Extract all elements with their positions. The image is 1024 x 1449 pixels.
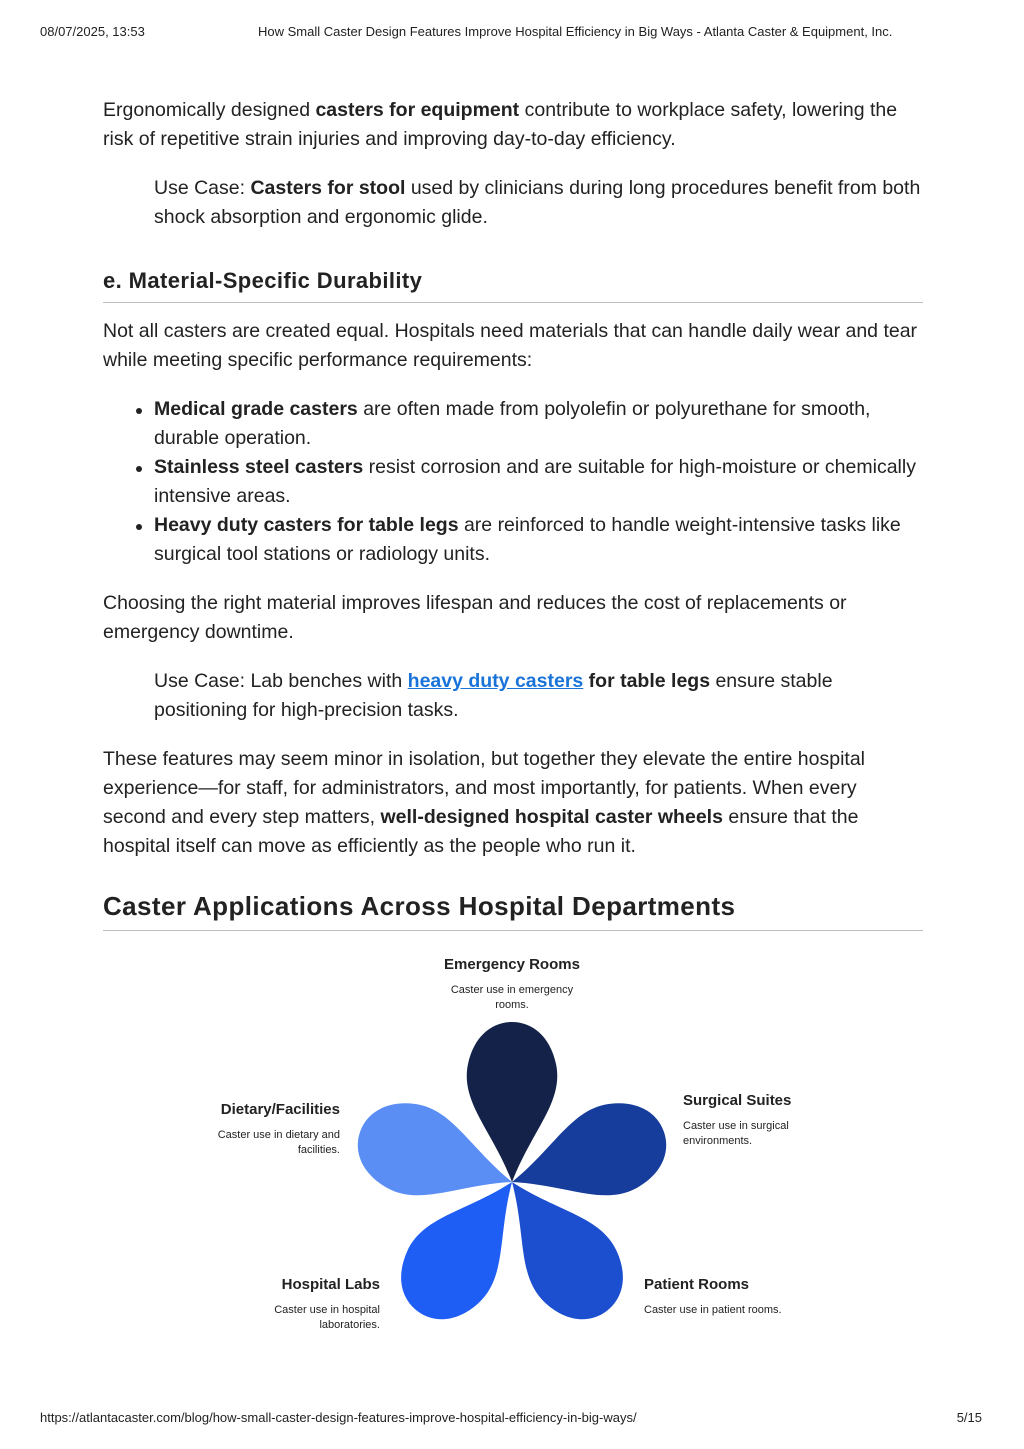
print-footer [0, 1410, 1024, 1430]
print-datetime: 08/07/2025, 13:53 [40, 24, 145, 39]
list-item: Stainless steel casters resist corrosion and are suitable for high-moisture or chemically intensive areas. [136, 453, 923, 511]
bold-casters-for-stool: Casters for stool [250, 177, 406, 199]
heading-material-durability: e. Material-Specific Durability [103, 268, 923, 303]
usecase-lab-benches: Use Case: Lab benches with heavy duty casters for table legs ensure stable positioning for high-precision tasks. [154, 670, 833, 721]
print-page-title: How Small Caster Design Features Improve Hospital Efficiency in Big Ways - Atlanta Caster & Equipment, Inc. [258, 24, 893, 39]
paragraph-material-closing: Choosing the right material improves lifespan and reduces the cost of replacements or emergency downtime. [103, 592, 847, 643]
list-item: Medical grade casters are often made from polyolefin or polyurethane for smooth, durable operation. [136, 395, 923, 453]
article-content [103, 96, 923, 931]
paragraph-summary: These features may seem minor in isolation, but together they elevate the entire hospital experience—for staff, for administrators, and most importantly, for patients. When every second and every step matters, well-designed hospital caster wheels ensure that the hospital itself can move as efficiently as the people who run it. [103, 748, 866, 857]
label-surgical-suites: Surgical Suites Caster use in surgical environments. [683, 1092, 792, 1147]
paragraph-materials-intro: Not all casters are created equal. Hospitals need materials that can handle daily wear and tear while meeting specific performance requirements: [103, 320, 918, 371]
heading-caster-applications: Caster Applications Across Hospital Departments [103, 891, 923, 931]
usecase-stool: Use Case: Casters for stool used by clinicians during long procedures benefit from both shock absorption and ergonomic glide. [154, 177, 921, 228]
bold-casters-for-equipment: casters for equipment [315, 99, 520, 121]
heavy-duty-casters-link[interactable]: heavy duty casters [407, 670, 584, 692]
materials-list [136, 395, 923, 569]
print-url: https://atlantacaster.com/blog/how-small-caster-design-features-improve-hospital-efficiency-in-big-ways/ [40, 1410, 637, 1425]
label-dietary-facilities: Dietary/Facilities Caster use in dietary and facilities. [217, 1101, 340, 1156]
list-item: Heavy duty casters for table legs are reinforced to handle weight-intensive tasks like surgical tool stations or radiology units. [136, 511, 923, 569]
paragraph-ergonomics: Ergonomically designed casters for equipment contribute to workplace safety, lowering the risk of repetitive strain injuries and improving day-to-day efficiency. [103, 99, 898, 150]
departments-diagram [190, 948, 830, 1348]
bold-hospital-caster-wheels: well-designed hospital caster wheels [380, 806, 723, 828]
label-patient-rooms: Patient Rooms Caster use in patient rooms. [644, 1276, 782, 1316]
print-header [0, 24, 1024, 44]
page-number: 5/15 [956, 1410, 982, 1425]
label-emergency-rooms: Emergency Rooms Caster use in emergency rooms. [444, 956, 580, 1011]
label-hospital-labs: Hospital Labs Caster use in hospital laboratories. [274, 1276, 380, 1331]
